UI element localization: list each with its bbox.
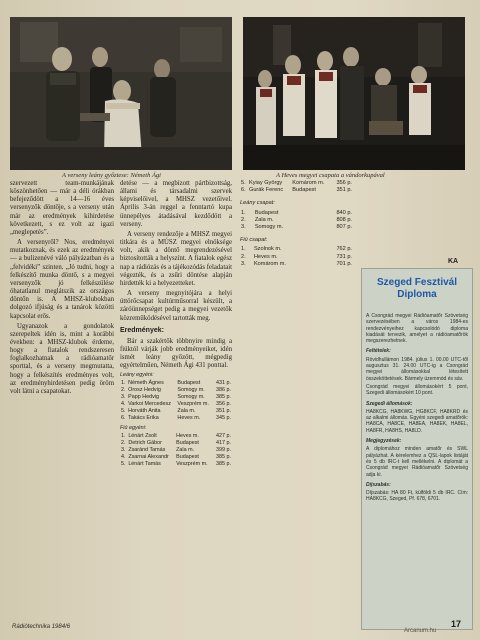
cell-name: Detrich Gábor [128,440,162,447]
cell-name: Németh Ágnes [128,380,164,387]
cell-points: 356 p. [336,180,352,186]
cell-n: 2. [121,387,126,394]
cell-n: 5. [121,408,126,415]
cell-points: 840 p. [336,209,352,216]
cell-n: 2. [241,253,246,260]
cell-city: Veszprém m. [177,401,209,408]
cell-n: 1. [121,380,126,387]
table-row [120,408,232,415]
author-signature: KA [448,258,459,265]
cell-name: Orosz Hedvig [128,387,161,394]
cell-name: Lénárt Tamás [128,461,161,468]
girls-table [120,380,232,422]
girls-team-heading: Leány csapat: [240,200,275,207]
remarks-heading: Megjegyzések: [366,438,402,445]
table-row [240,210,353,217]
cell-name: Heves m. [253,253,278,260]
remarks-text: A diplomához minden amatőr és SWL pályázhat. A kérelemhez a QSL-lapok listáját és 5 db IRC-t kell mellékelni. A diplomát a Csongrád megyei Rádióamatőr Szövetség adja ki. [366,446,468,478]
girls-team-table [240,210,353,232]
results-heading: Eredmények: [120,326,164,334]
cell-name: Komárom m. [253,260,286,267]
girls-heading: Leány egyéni: [120,372,154,379]
cell-n: 3. [121,447,126,454]
cell-name: Zala m. [254,216,274,223]
boys-table-continued [240,180,353,194]
table-row [120,440,232,447]
cell-n: 3. [241,260,246,267]
diploma-intro: A Csongrád megyei Rádióamatőr Szövetség szervezésében a város 1984-es rendezvényeihez kapcsolódó diploma kiadását tervezik, amelyet a rádióamatőrök megszerezhetnek. [366,313,468,345]
table-row [240,224,353,231]
cell-city: Budapest [292,187,316,194]
cell-name: Gurák Ferenc [248,187,284,194]
cell-city: Heves m. [176,433,199,440]
cell-points: 385 p. [216,454,231,461]
cell-points: 356 p. [216,401,231,408]
cell-name: Budapest [254,209,279,216]
fee-heading: Díjszabás: [366,481,391,488]
table-row [120,461,232,468]
szeged-stations-heading: Szegedi állomások: [366,400,413,407]
magazine-issue: Rádiótechnika 1984/6 [12,624,71,630]
fee-text: Díjszabás: HA 80 Ft, külföldi 5 db IRC. Cím: HA8KCG, Szeged, Pf. 678, 6701. [366,490,468,503]
cell-points: 417 p. [216,440,231,447]
cell-name: Szolnok m. [253,246,282,253]
diploma-box [361,268,473,630]
cell-n: 5. [241,180,246,186]
cell-name: Lénárt Zsolt [128,433,157,440]
table-row [240,246,353,253]
watermark: Arcanum.hu [404,628,437,634]
cell-name: Horváth Anita [128,408,161,415]
cell-points: 351 p. [336,187,352,194]
cell-points: 701 p. [336,260,352,267]
results-intro: Bár a szakértők többnyire mindig a fiúktól várják jobb eredményeiket, idén ismét leány győzött, mégpedig egyértelműen, Németh Ági 431 ponttal. [120,337,232,370]
cell-city: Komárom m. [292,180,325,186]
cell-city: Budapest [177,380,201,387]
cell-points: 385 p. [216,394,231,401]
cell-name: Zsarnai Alexandr [128,454,169,461]
cell-points: 431 p. [216,380,231,387]
cell-city: Budapest [176,440,199,447]
cell-points: 345 p. [216,415,231,422]
cell-n: 3. [121,394,126,401]
table-row [240,254,353,261]
cell-city: Zala m. [176,447,195,454]
article-paragraph: Ugyanazok a gondolatok szerepeltek idén is, mint a korábbi években: a MHSZ-klubok érdeme, hogy a fiatalok rendszeresen foglalkozhatnak a rádióamatőr sporttal, és a verseny megmutatta, hogy a felkészítés eredményes volt, az eredményhirdetésen pedig öröm volt látni a csapatokat. [10,322,114,395]
cell-name: Somogy m. [254,224,284,231]
table-row [240,187,353,194]
article-paragraph: szervezett team-munkájának köszönhetően — már a déli órákban befejeződött a 14—16 éves versenyzők döntője, s a verseny után már az eredmények kihirdetése következett, s ez volt az igazi „meglepetés”. [10,180,114,236]
table-row [120,401,232,408]
cell-points: 427 p. [216,433,231,440]
table-row [120,433,232,440]
boys-team-heading: Fiú csapat: [240,237,268,244]
photo-heves-team [243,17,465,170]
table-row [240,180,353,187]
cell-n: 6. [121,415,126,422]
cell-name: Kyiay György [248,180,283,186]
article-paragraph: A verseny megnyitójára a helyi úttörőcsapat kultúrműsorral készült, a záróünnepséget pedig a megyei vezetők közreműködésével tartották meg. [120,290,232,322]
table-row [120,394,232,401]
table-row [120,447,232,454]
photo-winner-girl-image [10,17,232,170]
cell-points: 808 p. [336,216,352,223]
cell-city: Somogy m. [177,394,205,401]
photo-heves-team-image [243,17,465,170]
cell-n: 4. [121,454,126,461]
cell-city: Veszprém m. [176,461,208,468]
table-row [240,217,353,224]
cell-city: Somogy m. [177,387,205,394]
article-column-2 [120,180,232,468]
boys-heading: Fiú egyéni: [120,425,147,432]
table-row [120,454,232,461]
photo-winner-girl [10,17,232,170]
cell-n: 2. [121,440,126,447]
cell-name: Papp Hedvig [128,394,160,401]
points-text: Csongrád megyei állomásokért 5 pont, Szegedi állomásokért 10 pont. [366,383,468,397]
boys-table [120,433,232,468]
page-number: 17 [451,619,462,629]
cell-points: 731 p. [336,253,352,260]
cell-city: Heves m. [177,415,201,422]
table-row [120,380,232,387]
cell-name: Varkoi Mercedesz [128,401,171,408]
article-paragraph: detése — a megbízott pártbizottság, állami és társadalmi szervek képviselőivel, a MHSZ vezetőivel. Április 3-án reggel a fenntartó kupa ünnepélyes átadásával kezdődött a verseny. [120,180,232,228]
conditions-heading: Feltételek: [366,348,391,355]
boys-team-table [240,246,353,268]
conditions-text: Rövidhullámon 1984. július 1. 00.00 UTC-től augusztus 31. 24.00 UTC-ig a Csongrád megyei állomásokkal létesített összeköttetések. Bármely üzemmód és sáv. [366,356,468,382]
article-paragraph: A verseny rendezője a MHSZ megyei titkára és a MÚSZ megyei elnöksége volt, akik a döntő megrendezésével biztosították a helyszínt. A fiatalok egész nap a rádiózás és a tájékozódás feladatait végezték, és a zsűri döntése alapján hirdették ki a helyezetteket. [120,230,232,287]
cell-n: 1. [241,246,246,253]
cell-n: 1. [241,209,246,216]
cell-points: 807 p. [336,224,352,231]
article-column-1 [10,180,114,398]
photo-caption-left: A verseny leány győztese: Németh Ági [62,172,161,179]
table-row [240,261,353,268]
table-row [120,415,232,422]
cell-n: 5. [121,461,126,468]
cell-n: 3. [241,224,246,231]
cell-city: Budapest [176,454,199,461]
cell-n: 4. [121,401,126,408]
cell-points: 399 p. [216,447,231,454]
cell-n: 1. [121,433,126,440]
diploma-title-line2: Diploma [397,289,437,300]
table-row [120,387,232,394]
cell-name: Takács Erika [128,415,159,422]
diploma-title [366,277,468,301]
cell-n: 6. [241,187,246,194]
results-column-3 [240,180,353,268]
photo-caption-right: A Heves megyei csapata a vándorkupával [276,172,385,179]
szeged-stations-text: HA8KCG, HA8KWG, HG8KCF, HA8KRD és az alkalmi állomás. Egyéni szegedi amatőrök: HA8CA, HA8CE, HA8EA, HA8EK, HA8EL, HA8FR, HA8HS, HA8LD. [366,408,468,434]
diploma-title-line1: Szeged Fesztivál [376,277,458,288]
cell-city: Zala m. [177,408,196,415]
results-girls [120,372,232,468]
cell-name: Zsaránd Tamás [128,447,166,454]
cell-points: 385 p. [216,461,231,468]
cell-points: 762 p. [336,246,352,253]
cell-n: 2. [241,216,246,223]
article-paragraph: A versenyről? Nos, eredményei mutatkoznak, és ezek az eredmények — a bulizenévé váló pályázatban és a „felvidéki” szinten. „Jó tudni, hogy a felkészítő munka döntő, s a megyei versenyzők jó felkészülése óhatatlanul meglátszik az országos döntőn is. A MHSZ-klubokban dolgozó ifjúság és a tanárok közötti kapcsolat erős. [10,239,114,320]
cell-points: 386 p. [216,387,231,394]
cell-points: 351 p. [216,408,231,415]
